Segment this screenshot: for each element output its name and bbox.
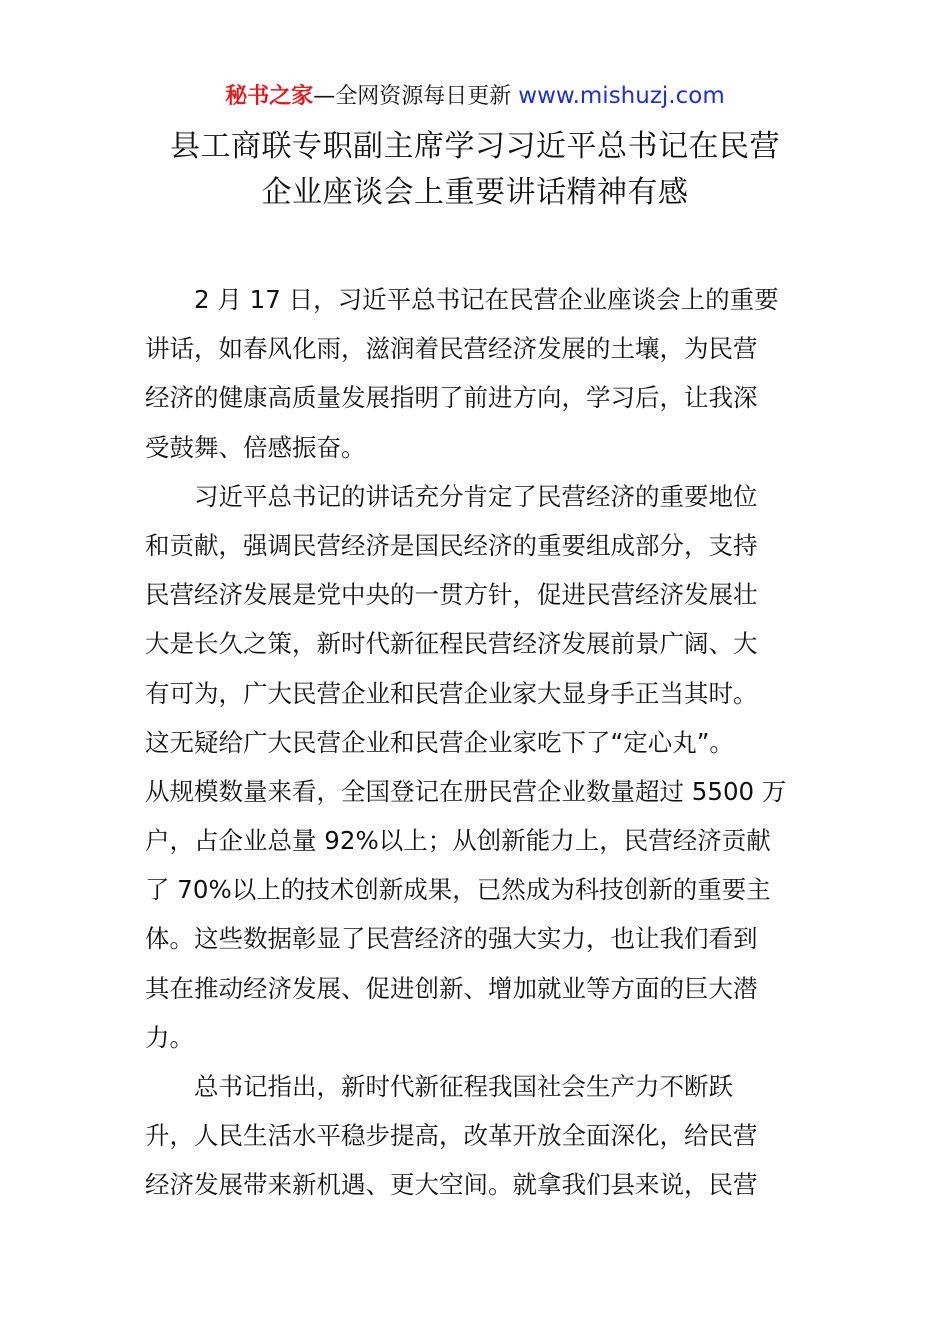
paragraph-line: 经济的健康高质量发展指明了前进方向，学习后，让我深 <box>145 383 758 413</box>
paragraph-line: 户，占企业总量 92%以上；从创新能力上，民营经济贡献 <box>145 826 771 856</box>
site-url-link[interactable]: www.mishuzj.com <box>518 83 725 109</box>
document-title-line-2: 企业座谈会上重要讲话精神有感 <box>261 175 689 210</box>
paragraph-2 <box>145 472 807 1062</box>
paragraph-line: 受鼓舞、倍感振奋。 <box>145 432 366 462</box>
paragraph-line: 体。这些数据彰显了民营经济的强大实力，也让我们看到 <box>145 924 758 954</box>
paragraph-line: 2 月 17 日，习近平总书记在民营企业座谈会上的重要 <box>194 285 779 314</box>
paragraph-line: 升，人民生活水平稳步提高，改革开放全面深化，给民营 <box>145 1121 758 1151</box>
paragraph-line: 了 70%以上的技术创新成果，已然成为科技创新的重要主 <box>145 875 771 905</box>
paragraph-line: 有可为，广大民营企业和民营企业家大显身手正当其时。 <box>145 678 758 708</box>
site-tagline: —全网资源每日更新 <box>313 84 519 109</box>
paragraph-line: 这无疑给广大民营企业和民营企业家吃下了“定心丸”。 <box>145 727 734 757</box>
paragraph-line: 其在推动经济发展、促进创新、增加就业等方面的巨大潜 <box>145 973 758 1003</box>
document-title-line-1: 县工商联专职副主席学习习近平总书记在民营 <box>170 129 780 164</box>
paragraph-1 <box>145 275 807 472</box>
document-title <box>100 124 850 216</box>
paragraph-3 <box>145 1062 807 1210</box>
paragraph-line: 经济发展带来新机遇、更大空间。就拿我们县来说，民营 <box>145 1170 758 1200</box>
paragraph-line: 大是长久之策，新时代新征程民营经济发展前景广阔、大 <box>145 629 758 659</box>
site-brand: 秘书之家 <box>225 84 314 109</box>
paragraph-line: 力。 <box>145 1022 194 1052</box>
paragraph-line: 和贡献，强调民营经济是国民经济的重要组成部分，支持 <box>145 530 758 560</box>
paragraph-line: 习近平总书记的讲话充分肯定了民营经济的重要地位 <box>194 481 758 511</box>
paragraph-line: 总书记指出，新时代新征程我国社会生产力不断跃 <box>194 1072 733 1101</box>
document-body <box>145 275 807 1210</box>
paragraph-line: 讲话，如春风化雨，滋润着民营经济发展的土壤，为民营 <box>145 334 758 364</box>
paragraph-line: 民营经济发展是党中央的一贯方针，促进民营经济发展壮 <box>145 580 758 610</box>
paragraph-line: 从规模数量来看，全国登记在册民营企业数量超过 5500 万 <box>145 776 787 806</box>
site-header <box>0 78 950 115</box>
